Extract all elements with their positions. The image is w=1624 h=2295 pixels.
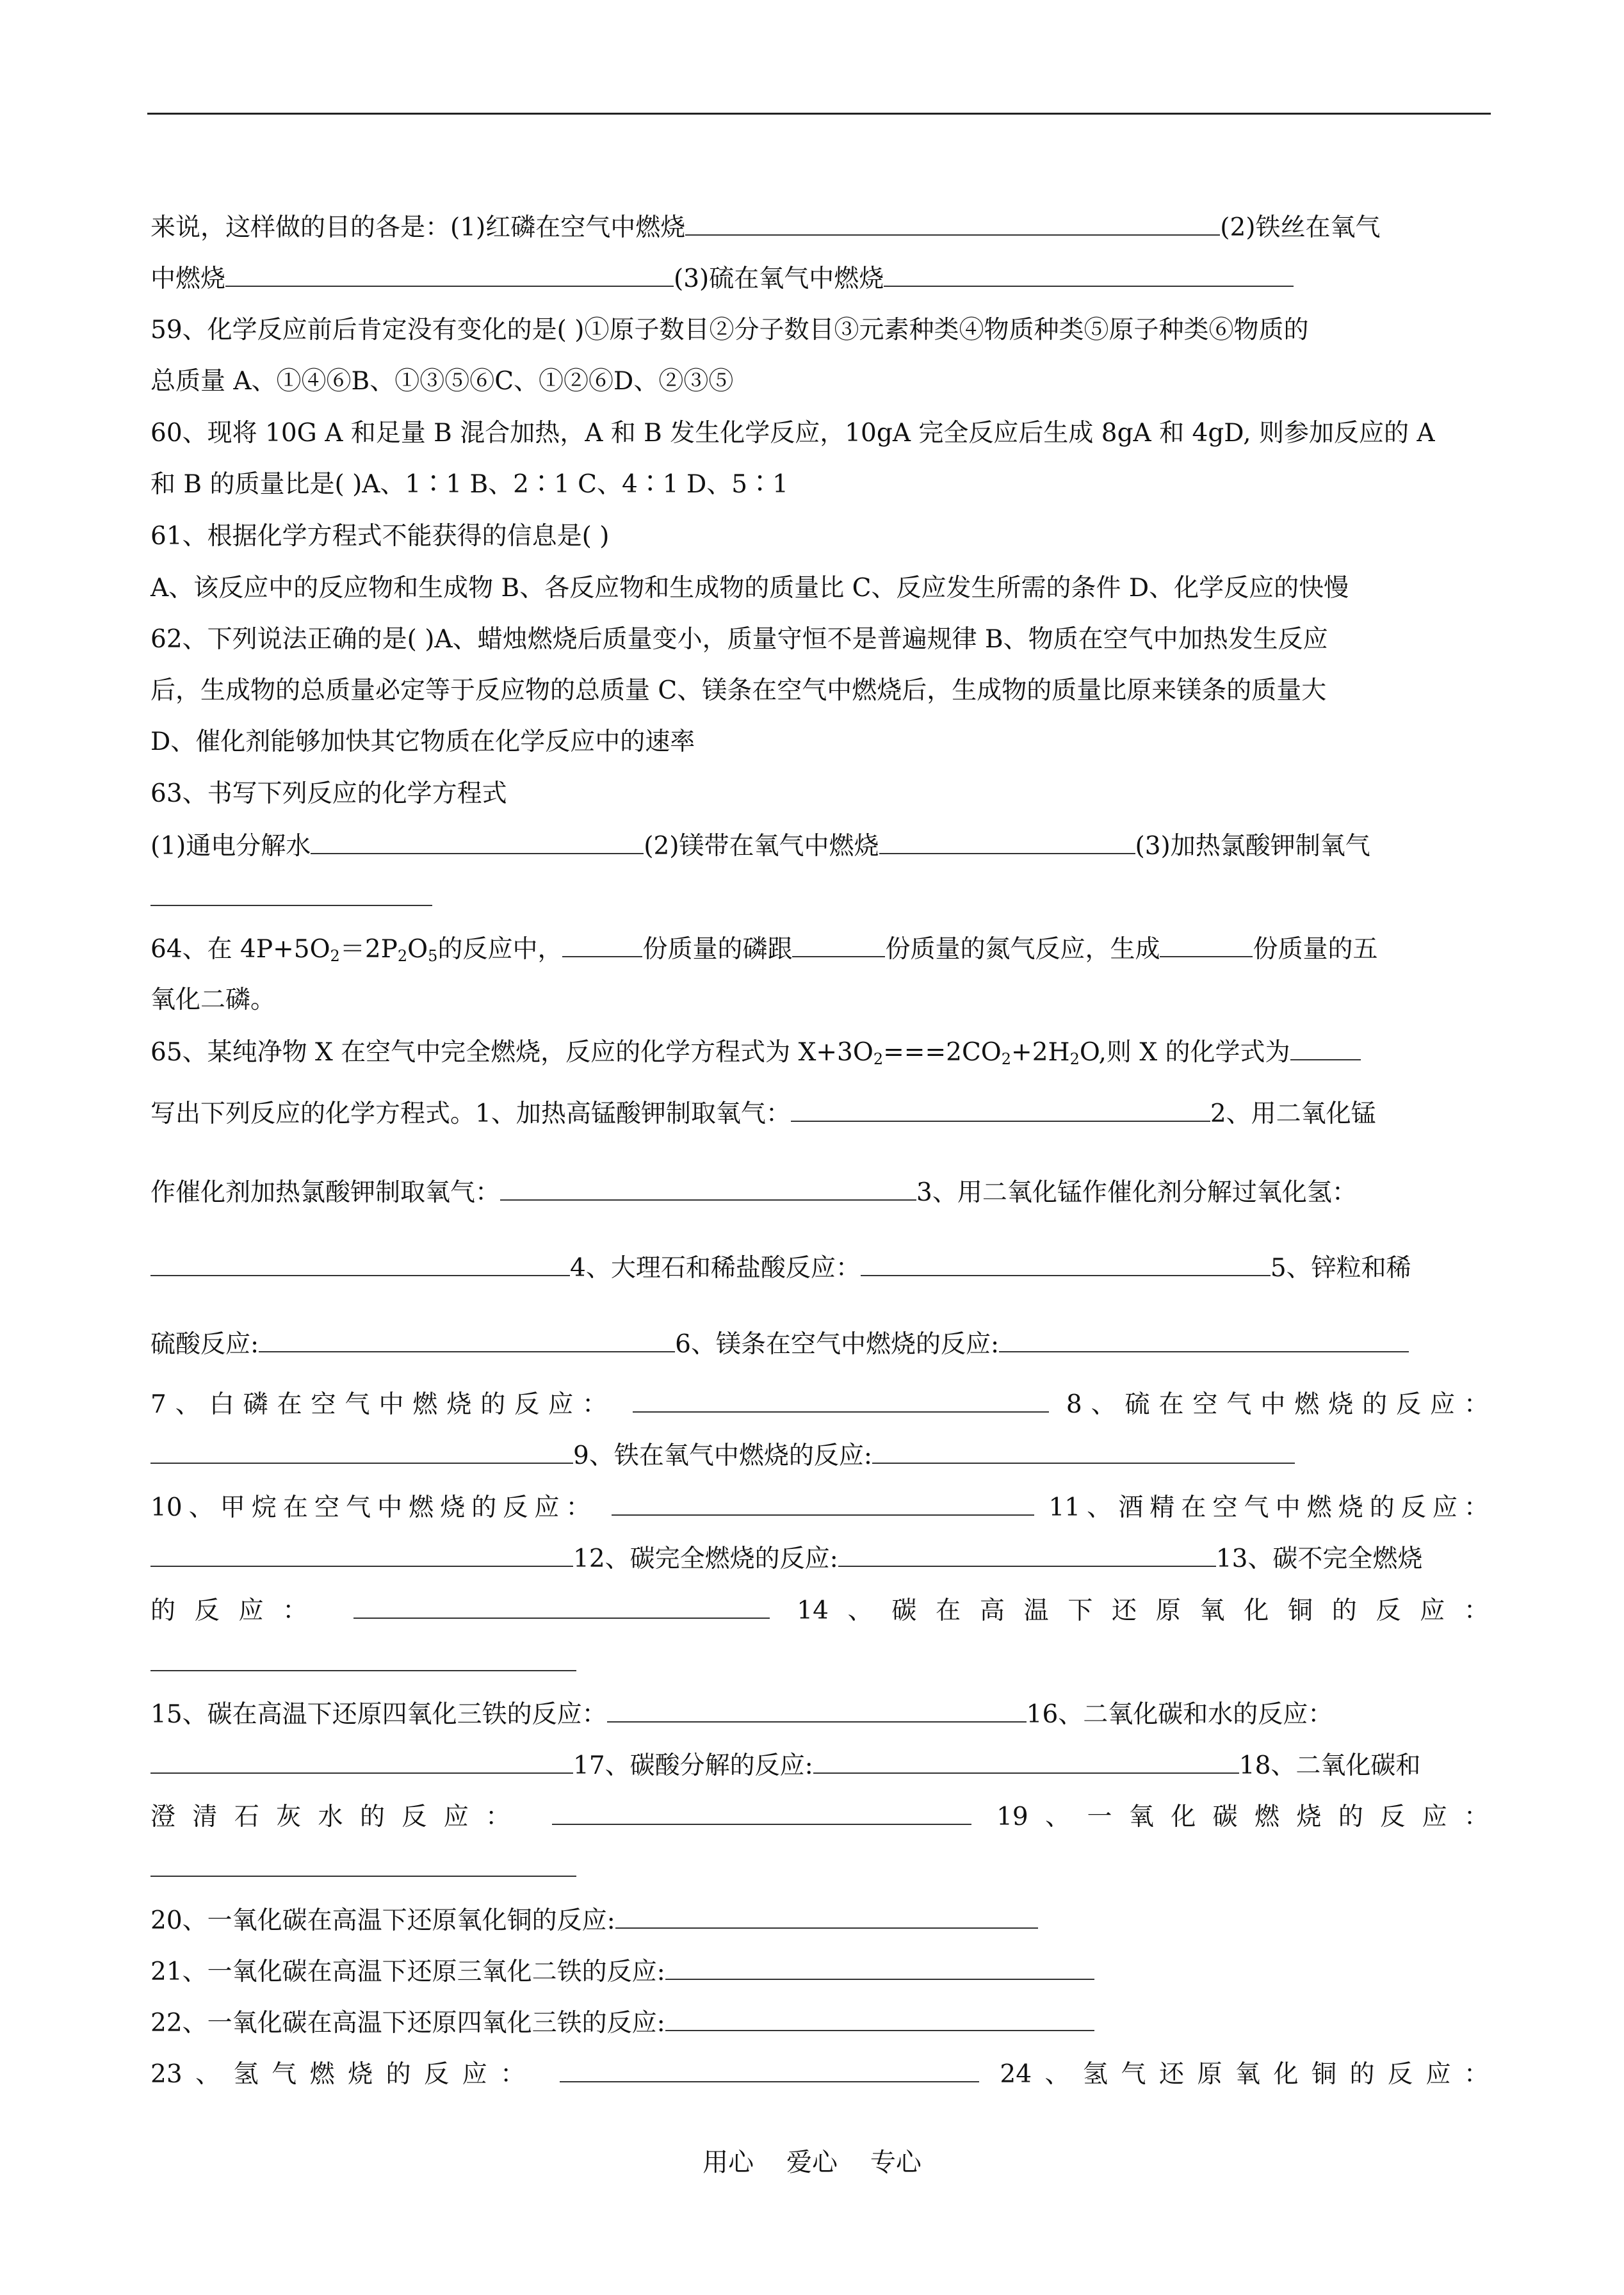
answer-blank[interactable] [665, 1958, 1094, 1980]
eq-line-18: 23、氢气燃烧的反应： 24、氢气还原氧化铜的反应： [150, 2060, 1489, 2089]
answer-blank[interactable] [150, 1442, 573, 1464]
answer-blank[interactable] [150, 1752, 573, 1774]
answer-blank[interactable] [879, 832, 1135, 854]
eq-line-6: 9、铁在氧气中燃烧的反应: [150, 1442, 1489, 1468]
q64-line-2: 氧化二磷。 [150, 985, 276, 1014]
answer-blank[interactable] [884, 265, 1294, 287]
answer-blank[interactable] [500, 1179, 916, 1201]
answer-blank[interactable] [225, 265, 674, 287]
eq-line-4: 硫酸反应: 6、镁条在空气中燃烧的反应: [150, 1331, 1489, 1357]
answer-blank[interactable] [633, 1391, 1049, 1413]
answer-blank[interactable] [612, 1494, 1034, 1516]
eq-line-10 [150, 1650, 1489, 1676]
q-prev-line-2: 中燃烧 (3)硫在氧气中燃烧 [150, 265, 1489, 291]
answer-blank[interactable] [311, 832, 644, 854]
answer-blank[interactable] [562, 936, 642, 957]
answer-blank[interactable] [792, 936, 885, 957]
answer-blank[interactable] [552, 1803, 971, 1825]
answer-blank[interactable] [607, 1701, 1027, 1723]
eq-line-8: 12、碳完全燃烧的反应: 13、碳不完全燃烧 [150, 1545, 1489, 1571]
eq-line-16: 21、一氧化碳在高温下还原三氧化二铁的反应: [150, 1958, 1489, 1984]
answer-blank[interactable] [150, 1254, 570, 1276]
answer-blank[interactable] [150, 884, 432, 906]
eq-line-12: 17、碳酸分解的反应: 18、二氧化碳和 [150, 1752, 1489, 1778]
q61-line-1: 61、根据化学方程式不能获得的信息是( ) [150, 522, 610, 551]
eq-line-14 [150, 1855, 1489, 1881]
q-prev-line-1: 来说，这样做的目的各是：(1)红磷在空气中燃烧 (2)铁丝在氧气 [150, 213, 1381, 242]
answer-blank[interactable] [150, 1545, 573, 1567]
eq-line-15: 20、一氧化碳在高温下还原氧化铜的反应: [150, 1907, 1489, 1933]
answer-blank[interactable] [861, 1254, 1271, 1276]
q60-line-1: 60、现将 10G A 和足量 B 混合加热，A 和 B 发生化学反应，10gA 完全反应后生成 8gA 和 4gD, 则参加反应的 A [150, 419, 1435, 448]
eq-line-9: 的反应： 14、碳在高温下还原氧化铜的反应： [150, 1596, 1489, 1625]
eq-line-7: 10、甲烷在空气中燃烧的反应： 11、酒精在空气中燃烧的反应： [150, 1493, 1489, 1522]
answer-blank[interactable] [150, 1650, 576, 1671]
eq-line-17: 22、一氧化碳在高温下还原四氧化三铁的反应: [150, 2009, 1489, 2036]
q64-line-1: 64、在 $4P+5O_2=2P_2O_5$的反应中， 份质量的磷跟 份质量的氮气反应，生成 份质量的五 [150, 935, 1378, 965]
answer-blank[interactable] [615, 1907, 1038, 1929]
answer-blank[interactable] [665, 2009, 1094, 2031]
answer-blank[interactable] [838, 1545, 1216, 1567]
q63-line-2 [150, 884, 1489, 911]
answer-blank[interactable] [872, 1442, 1295, 1464]
q62-line-1: 62、下列说法正确的是( )A、蜡烛燃烧后质量变小，质量守恒不是普遍规律 B、物质在空气中加热发生反应 [150, 625, 1328, 654]
answer-blank[interactable] [1290, 1039, 1361, 1060]
q60-line-2: 和 B 的质量比是( )A、1∶1 B、2∶1 C、4∶1 D、5∶1 [150, 470, 788, 499]
eq-line-2: 作催化剂加热氯酸钾制取氧气： 3、用二氧化锰作催化剂分解过氧化氢： [150, 1178, 1357, 1207]
q63-title: 63、书写下列反应的化学方程式 [150, 779, 507, 808]
eq-line-13: 澄清石灰水的反应： 19、一氧化碳燃烧的反应： [150, 1803, 1489, 1831]
answer-blank[interactable] [685, 214, 1220, 236]
eq-line-11: 15、碳在高温下还原四氧化三铁的反应： 16、二氧化碳和水的反应： [150, 1700, 1333, 1729]
answer-blank[interactable] [999, 1331, 1409, 1352]
eq-line-1: 写出下列反应的化学方程式。1、加热高锰酸钾制取氧气： 2、用二氧化锰 [150, 1099, 1376, 1128]
answer-blank[interactable] [791, 1100, 1210, 1122]
answer-blank[interactable] [259, 1331, 675, 1352]
q62-line-2: 后，生成物的总质量必定等于反应物的总质量 C、镁条在空气中燃烧后，生成物的质量比原来镁条的质量大 [150, 676, 1327, 705]
q59-line-1: 59、化学反应前后肯定没有变化的是( )①原子数目②分子数目③元素种类④物质种类⑤原子种类⑥物质的 [150, 316, 1309, 345]
answer-blank[interactable] [813, 1752, 1239, 1774]
eq-line-5: 7、白磷在空气中燃烧的反应： 8、硫在空气中燃烧的反应： [150, 1390, 1489, 1419]
page-footer: 用心 爱心 专心 [702, 2148, 922, 2177]
eq-line-3: 4、大理石和稀盐酸反应： 5、锌粒和稀 [150, 1254, 1489, 1281]
q65-line-1: 65、某纯净物 X 在空气中完全燃烧，反应的化学方程式为 $X+3O_2===2CO_2+2H_2O$,则 X 的化学式为 [150, 1039, 1489, 1065]
q63-line-1: (1)通电分解水 (2)镁带在氧气中燃烧 (3)加热氯酸钾制氧气 [150, 832, 1370, 861]
q62-line-3: D、催化剂能够加快其它物质在化学反应中的速率 [150, 727, 695, 756]
q61-line-2: A、该反应中的反应物和生成物 B、各反应物和生成物的质量比 C、反应发生所需的条件 D、化学反应的快慢 [150, 574, 1349, 603]
q59-line-2: 总质量 A、①④⑥B、①③⑤⑥C、①②⑥D、②③⑤ [150, 367, 734, 396]
answer-blank[interactable] [150, 1855, 576, 1877]
answer-blank[interactable] [560, 2061, 979, 2082]
header-rule [147, 113, 1491, 115]
answer-blank[interactable] [1160, 936, 1253, 957]
answer-blank[interactable] [353, 1597, 770, 1619]
